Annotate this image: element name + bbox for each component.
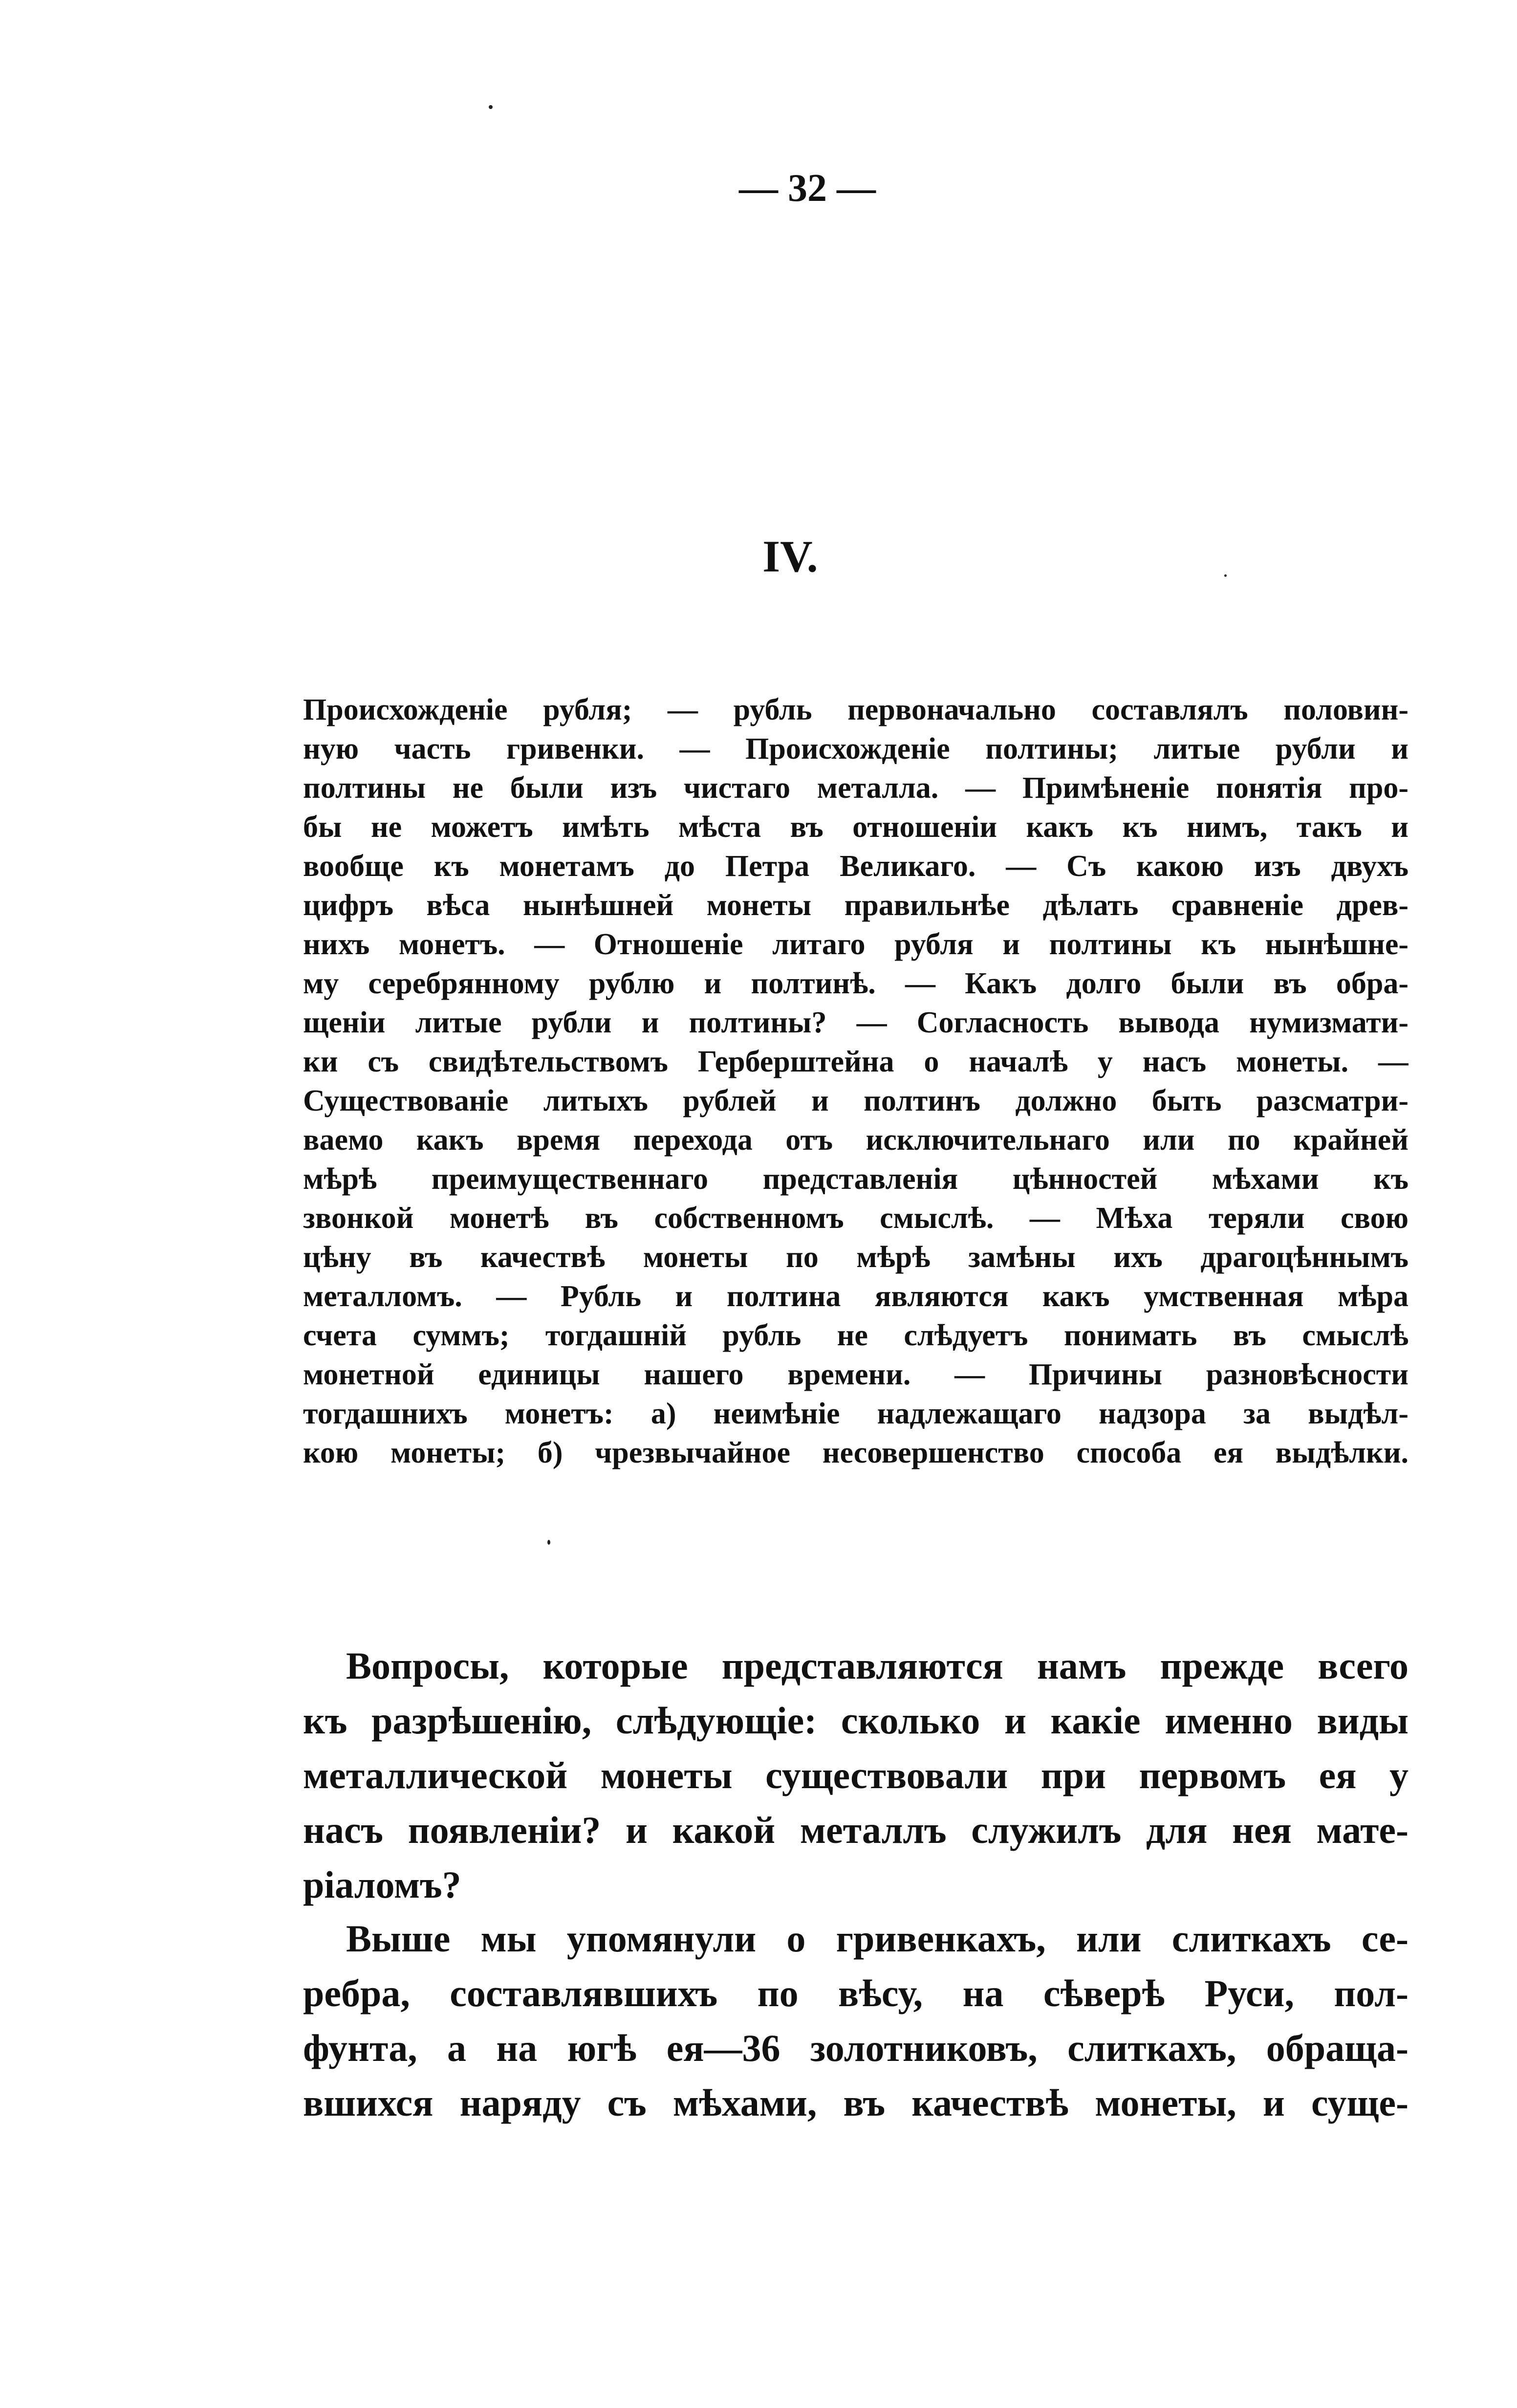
summary-line: металломъ. — Рубль и полтина являются какъ умственная мѣра <box>303 1280 1409 1313</box>
print-speck <box>489 105 493 109</box>
paragraph-line: Выше мы упомянули о гривенкахъ, или слиткахъ се- <box>346 1917 1409 1960</box>
summary-line: ваемо какъ время перехода отъ исключительнаго или по крайней <box>303 1123 1409 1157</box>
print-speck <box>1224 574 1227 577</box>
print-speck <box>547 1540 550 1545</box>
page-number: — 32 — <box>739 167 876 210</box>
summary-line: вообще къ монетамъ до Петра Великаго. — Съ какою изъ двухъ <box>303 850 1409 883</box>
summary-line: звонкой монетѣ въ собственномъ смыслѣ. — Мѣха теряли свою <box>303 1202 1409 1235</box>
paragraph-2 <box>303 1911 1409 2130</box>
summary-line: бы не можетъ имѣть мѣста въ отношеніи какъ къ нимъ, такъ и <box>303 810 1409 844</box>
paragraph-line: насъ появленіи? и какой металлъ служилъ для нея мате- <box>303 1809 1409 1851</box>
summary-line: монетной единицы нашего времени. — Причины разновѣсности <box>303 1358 1409 1391</box>
summary-line: мѣрѣ преимущественнаго представленія цѣнностей мѣхами къ <box>303 1162 1409 1196</box>
paragraph-line: къ разрѣшенію, слѣдующіе: сколько и какіе именно виды <box>303 1699 1409 1742</box>
paragraph-1 <box>303 1639 1409 1912</box>
chapter-summary <box>303 690 1409 1472</box>
summary-line: щеніи литые рубли и полтины? — Согласность вывода нумизмати- <box>303 1006 1409 1039</box>
summary-line: полтины не были изъ чистаго металла. — Примѣненіе понятія про- <box>303 771 1409 805</box>
summary-line: Происхожденіе рубля; — рубль первоначально составлялъ половин- <box>303 693 1409 726</box>
summary-line: цифръ вѣса нынѣшней монеты правильнѣе дѣлать сравненіе древ- <box>303 889 1409 922</box>
summary-line: тогдашнихъ монетъ: а) неимѣніе надлежащаго надзора за выдѣл- <box>303 1397 1409 1430</box>
paragraph-line: ребра, составлявшихъ по вѣсу, на сѣверѣ Руси, пол- <box>303 1972 1409 2014</box>
paragraph-line: вшихся наряду съ мѣхами, въ качествѣ монеты, и суще- <box>303 2081 1409 2124</box>
summary-line: ную часть гривенки. — Происхожденіе полтины; литые рубли и <box>303 732 1409 766</box>
paragraph-line: Вопросы, которые представляются намъ прежде всего <box>346 1644 1409 1687</box>
paragraph-line: ріаломъ? <box>303 1863 461 1906</box>
summary-line: кою монеты; б) чрезвычайное несовершенство способа ея выдѣлки. <box>303 1436 1409 1469</box>
summary-line: му серебрянному рублю и полтинѣ. — Какъ долго были въ обра- <box>303 967 1409 1000</box>
summary-line: цѣну въ качествѣ монеты по мѣрѣ замѣны ихъ драгоцѣннымъ <box>303 1241 1409 1274</box>
summary-line: нихъ монетъ. — Отношеніе литаго рубля и полтины къ нынѣшне- <box>303 928 1409 961</box>
summary-line: Существованіе литыхъ рублей и полтинъ должно быть разсматри- <box>303 1084 1409 1117</box>
paragraph-line: фунта, а на югѣ ея—36 золотниковъ, слиткахъ, обраща- <box>303 2027 1409 2069</box>
summary-line: ки съ свидѣтельствомъ Герберштейна о началѣ у насъ монеты. — <box>303 1045 1409 1078</box>
chapter-heading: IV. <box>762 531 818 581</box>
paragraph-line: металлической монеты существовали при первомъ ея у <box>303 1754 1409 1796</box>
summary-line: счета суммъ; тогдашній рубль не слѣдуетъ понимать въ смыслѣ <box>303 1319 1409 1352</box>
